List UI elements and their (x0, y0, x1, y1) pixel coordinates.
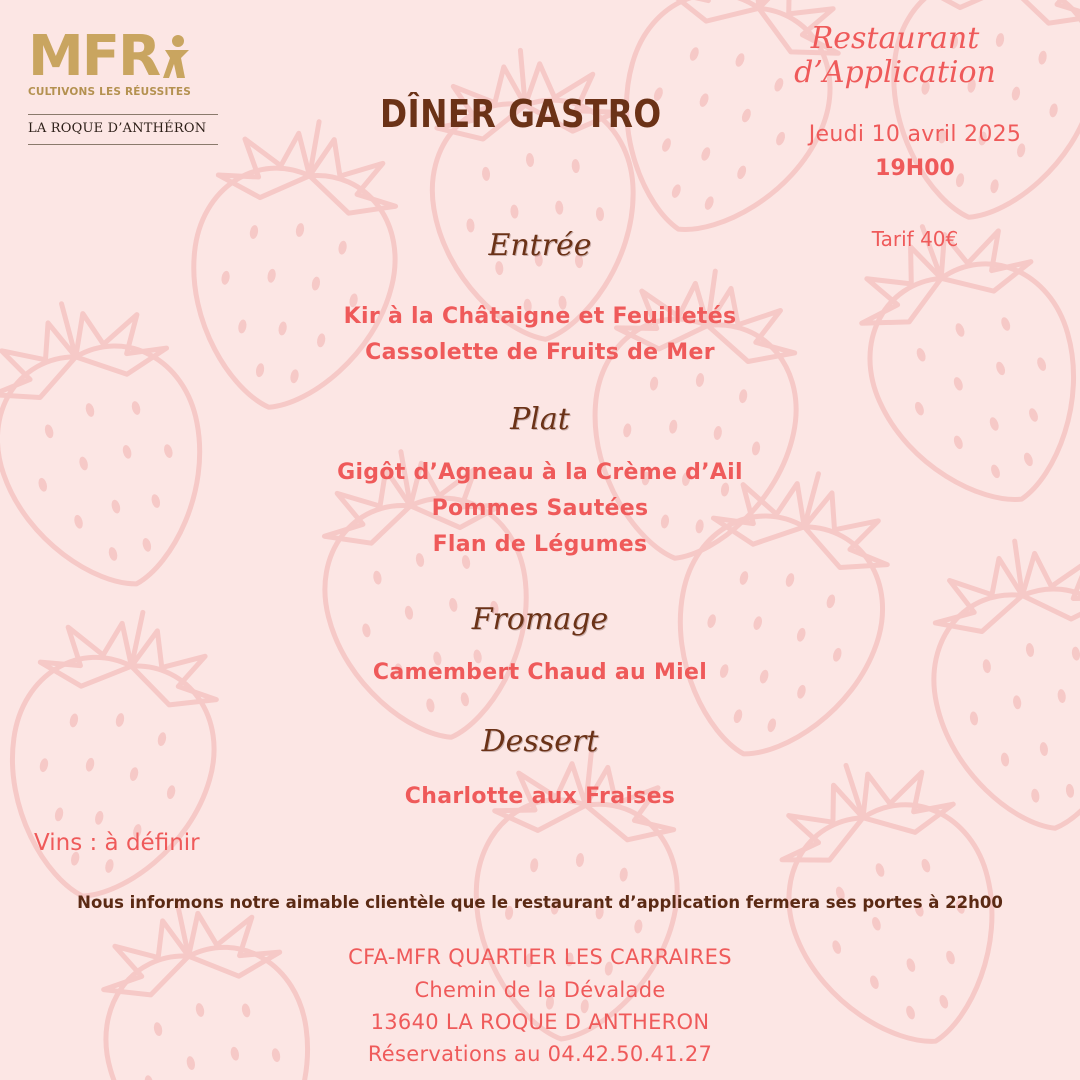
menu-item: Flan de Légumes (432, 532, 648, 557)
closing-notice: Nous informons notre aimable clientèle que le restaurant d’application fermera ses portes à 22h00 (77, 893, 1003, 912)
logo-divider (28, 144, 218, 145)
menu-item: Gigôt d’Agneau à la Crème d’Ail (337, 460, 743, 485)
restaurant-label (790, 22, 1000, 90)
menu-item: Charlotte aux Fraises (404, 784, 676, 809)
event-date: Jeudi 10 avril 2025 (808, 122, 1022, 147)
footer-address-line1: CFA-MFR QUARTIER LES CARRAIRES (348, 945, 732, 969)
footer-reservation: Réservations au 04.42.50.41.27 (367, 1042, 713, 1066)
menu-item: Kir à la Châtaigne et Feuilletés (343, 304, 737, 329)
section-title-fromage: Fromage (471, 602, 609, 637)
menu-item: Cassolette de Fruits de Mer (365, 340, 715, 365)
menu-item: Pommes Sautées (431, 496, 649, 521)
mfr-logo (28, 24, 220, 154)
logo-mark (28, 24, 220, 89)
section-title-entree: Entrée (488, 228, 592, 263)
footer-address-line3: 13640 LA ROQUE D ANTHERON (370, 1010, 710, 1034)
menu-item: Camembert Chaud au Miel (372, 660, 708, 685)
event-time: 19H00 (875, 156, 955, 181)
footer-address-line2: Chemin de la Dévalade (414, 978, 666, 1002)
logo-place: LA ROQUE D’ANTHÉRON (28, 121, 207, 136)
section-title-plat: Plat (510, 402, 570, 437)
logo-divider (28, 114, 218, 115)
restaurant-line1: Restaurant (810, 21, 980, 56)
logo-tagline: CULTIVONS LES RÉUSSITES (28, 86, 192, 98)
wines-info: Vins : à définir (34, 830, 200, 856)
page-title: DÎNER GASTRO (380, 92, 662, 136)
restaurant-line2: d’Application (794, 55, 996, 90)
logo-brand: MFR (28, 24, 160, 89)
person-icon (161, 34, 191, 80)
section-title-dessert: Dessert (481, 724, 599, 759)
event-price: Tarif 40€ (871, 227, 959, 251)
